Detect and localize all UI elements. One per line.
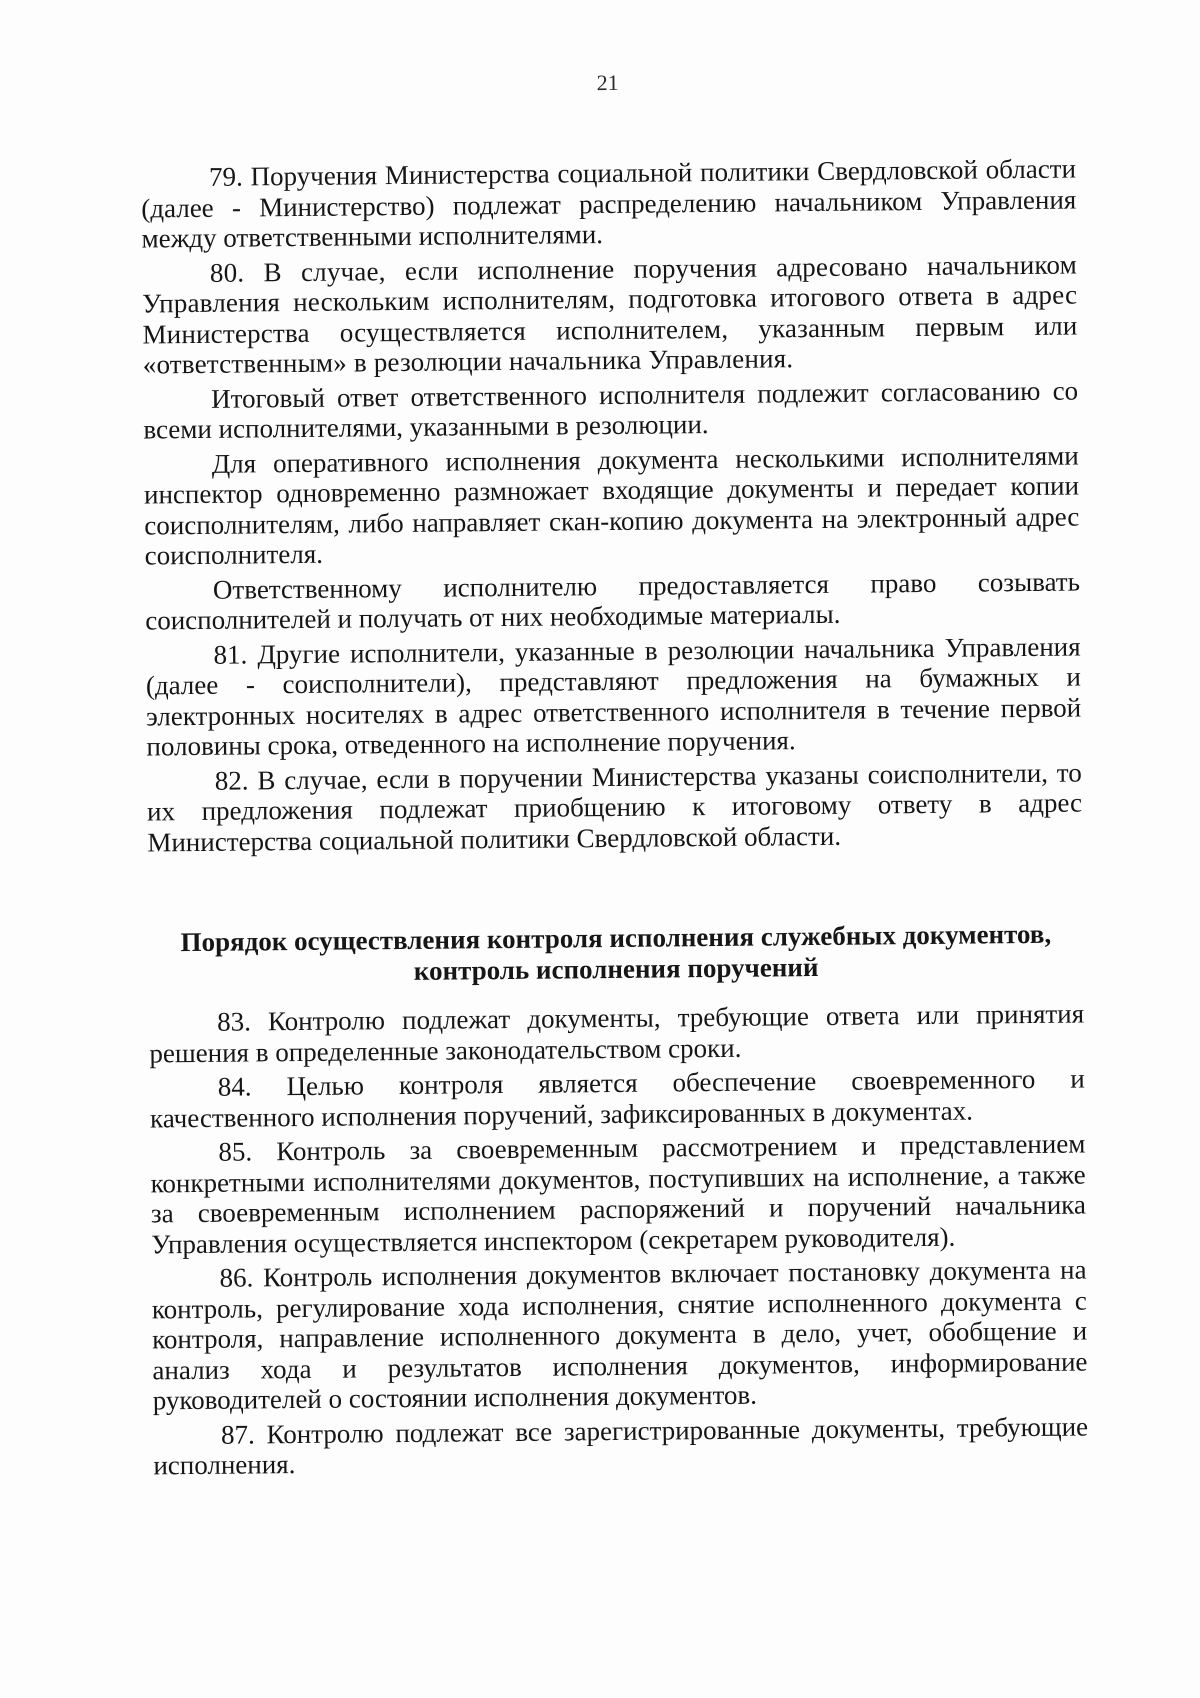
paragraph-final-answer: Итоговый ответ ответственного исполнителя подлежит согласованию со всеми исполнителями, указанными в резолюции. [143,374,1079,445]
section-heading [148,918,1084,989]
paragraph-80: 80. В случае, если исполнение поручения адресовано начальником Управления нескольким исполнителям, подготовка итогового ответа в адрес Министерства осуществляется исполнителем, указанным первым или «ответственным» в резолюции начальника Управления. [142,249,1078,380]
paragraph-84: 84. Целью контроля является обеспечение своевременного и качественного исполнения поручений, зафиксированных в документах. [149,1063,1085,1133]
paragraph-responsible-executor: Ответственному исполнителю предоставляется право созывать соисполнителей и получать от них необходимые материалы. [145,565,1081,636]
section-heading-line-2: контроль исполнения поручений [413,952,819,986]
paragraph-85: 85. Контроль за своевременным рассмотрением и представлением конкретными исполнителями документов, поступивших на исполнение, а также за своевременным исполнением распоряжений и поручений начальника Управления осуществляется инспектором (секретарем руководителя). [150,1128,1087,1259]
page-number: 21 [596,69,619,96]
page-content [140,66,1088,1485]
paragraph-operative-execution: Для оперативного исполнения документа несколькими исполнителями инспектор одновременно размножает входящие документы и передает копии соисполнителям, либо направляет скан-копию документа на электронный адрес соисполнителя. [143,439,1080,571]
paragraph-82: 82. В случае, если в поручении Министерства указаны соисполнители, то их предложения подлежат приобщению к итоговому ответу в адрес Министерства социальной политики Свердловской области. [146,756,1083,857]
paragraph-81: 81. Другие исполнители, указанные в резолюции начальника Управления (далее - соисполнители), представляют предложения на бумажных и электронных носителях в адрес ответственного исполнителя в течение первой половины срока, отведенного на исполнение поручения. [145,630,1082,762]
paragraph-86: 86. Контроль исполнения документов включает постановку документа на контроль, регулирование хода исполнения, снятие исполненного документа с контроля, направление исполненного документа в дело, учет, обобщение и анализ хода и результатов исполнения документов, информирование руководителей о состоянии исполнения документов. [151,1254,1088,1416]
paragraph-79: 79. Поручения Министерства социальной политики Свердловской области (далее - Министерство) подлежат распределению начальником Управления между ответственными исполнителями. [141,153,1077,254]
section-heading-line-1: Порядок осуществления контроля исполнения служебных документов, [180,918,1052,958]
paragraph-87: 87. Контролю подлежат все зарегистрированные документы, требующие исполнения. [153,1410,1089,1481]
paragraph-83: 83. Контролю подлежат документы, требующие ответа или принятия решения в определенные законодательством сроки. [149,998,1085,1068]
